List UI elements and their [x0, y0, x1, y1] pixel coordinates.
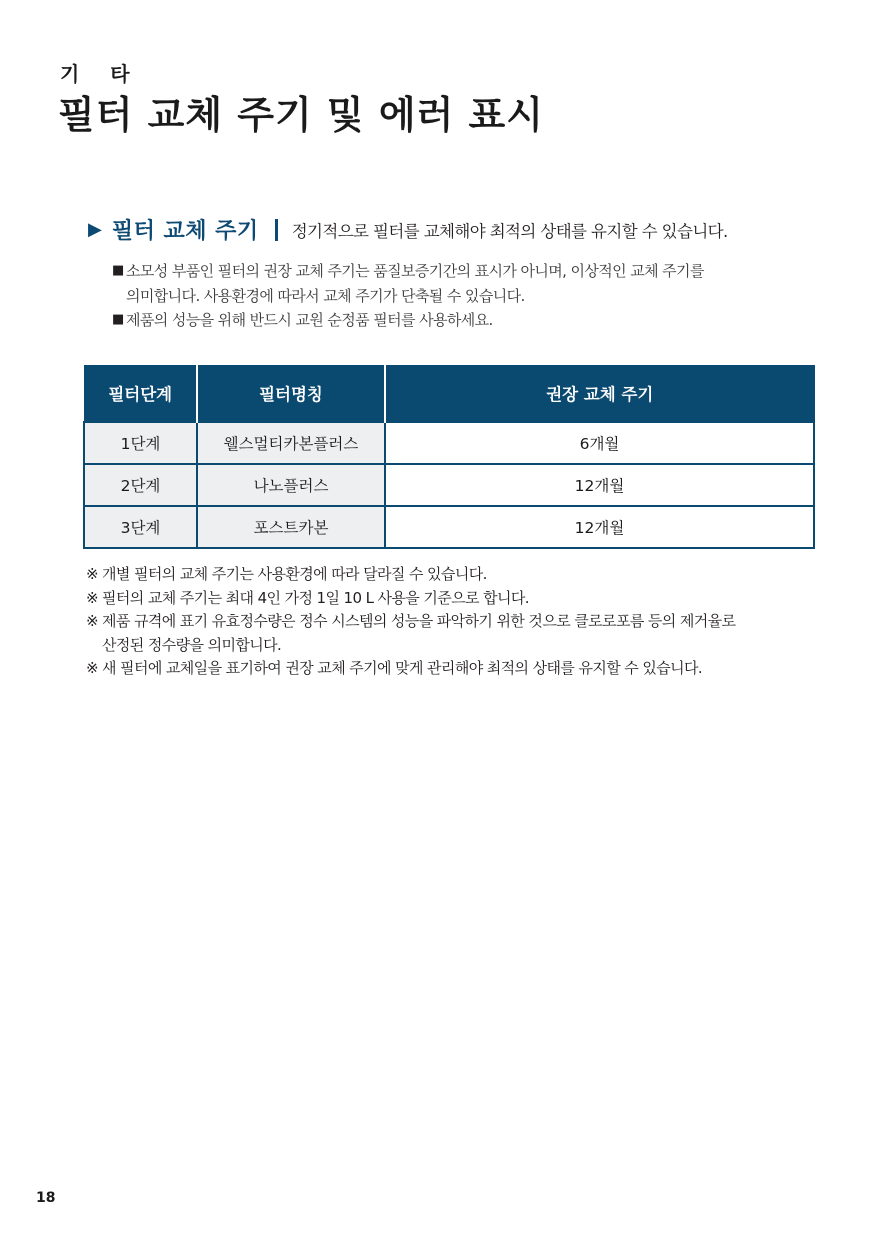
notes: [112, 259, 802, 333]
reference-mark-icon: ※: [86, 659, 98, 677]
note-text: [126, 308, 493, 333]
page-title: 필터 교체 주기 및 에러 표시: [58, 93, 544, 137]
filter-stage-cell: 2단계: [84, 464, 197, 506]
footnote-item: [86, 610, 806, 657]
filter-table: [83, 365, 815, 549]
replacement-cycle-cell: 6개월: [385, 422, 814, 464]
footnote-text: [102, 563, 487, 587]
category-label: 기 타: [60, 62, 142, 86]
filter-name-cell: 포스트카본: [197, 506, 385, 548]
footnote-line: 제품 규격에 표기 유효정수량은 정수 시스템의 성능을 파악하기 위한 것으로 클로로포름 등의 제거율로: [102, 612, 736, 630]
filter-name-cell: 나노플러스: [197, 464, 385, 506]
square-bullet-icon: ■: [112, 263, 124, 278]
footnote-line: 새 필터에 교체일을 표기하여 권장 교체 주기에 맞게 관리해야 최적의 상태를 유지할 수 있습니다.: [102, 659, 703, 677]
filter-name-cell: 웰스멀티카본플러스: [197, 422, 385, 464]
footnote-text: [102, 587, 529, 611]
reference-mark-icon: ※: [86, 588, 98, 607]
section-title: 필터 교체 주기: [111, 219, 259, 244]
filter-stage-cell: 1단계: [84, 422, 197, 464]
footnotes: [86, 563, 806, 681]
page-number: 18: [36, 1190, 56, 1206]
note-line: 제품의 성능을 위해 반드시 교원 순정품 필터를 사용하세요.: [126, 311, 493, 329]
note-text: [126, 259, 704, 308]
triangle-right-icon: ▶: [88, 219, 102, 240]
replacement-cycle-cell: 12개월: [385, 506, 814, 548]
header-filter-name: 필터명칭: [197, 365, 385, 422]
footnote-line: 산정된 정수량을 의미합니다.: [102, 635, 282, 654]
footnote-item: [86, 657, 806, 681]
footnote-text: [102, 657, 702, 681]
reference-mark-icon: ※: [86, 565, 98, 583]
filter-stage-cell: 3단계: [84, 506, 197, 548]
section-description: 정기적으로 필터를 교체해야 최적의 상태를 유지할 수 있습니다.: [291, 221, 728, 241]
footnote-item: [86, 563, 806, 587]
note-item: [112, 308, 802, 333]
table-row: [84, 422, 814, 464]
table-row: [84, 464, 814, 506]
section-separator: [275, 219, 278, 241]
footnote-text: [102, 610, 735, 657]
table-row: [84, 506, 814, 548]
header-filter-stage: 필터단계: [84, 365, 197, 422]
header-replacement-cycle: 권장 교체 주기: [385, 365, 814, 422]
footnote-line: 필터의 교체 주기는 최대 4인 가정 1일 10 L 사용을 기준으로 합니다.: [102, 588, 529, 607]
footnote-item: [86, 587, 806, 611]
note-line: 의미합니다. 사용환경에 따라서 교체 주기가 단축될 수 있습니다.: [126, 286, 525, 305]
reference-mark-icon: ※: [86, 612, 98, 630]
note-line: 소모성 부품인 필터의 권장 교체 주기는 품질보증기간의 표시가 아니며, 이상적인 교체 주기를: [126, 262, 704, 280]
footnote-line: 개별 필터의 교체 주기는 사용환경에 따라 달라질 수 있습니다.: [102, 565, 487, 583]
replacement-cycle-cell: 12개월: [385, 464, 814, 506]
square-bullet-icon: ■: [112, 312, 124, 327]
table-header-row: [84, 365, 814, 422]
note-item: [112, 259, 802, 308]
section-header: [88, 214, 788, 245]
